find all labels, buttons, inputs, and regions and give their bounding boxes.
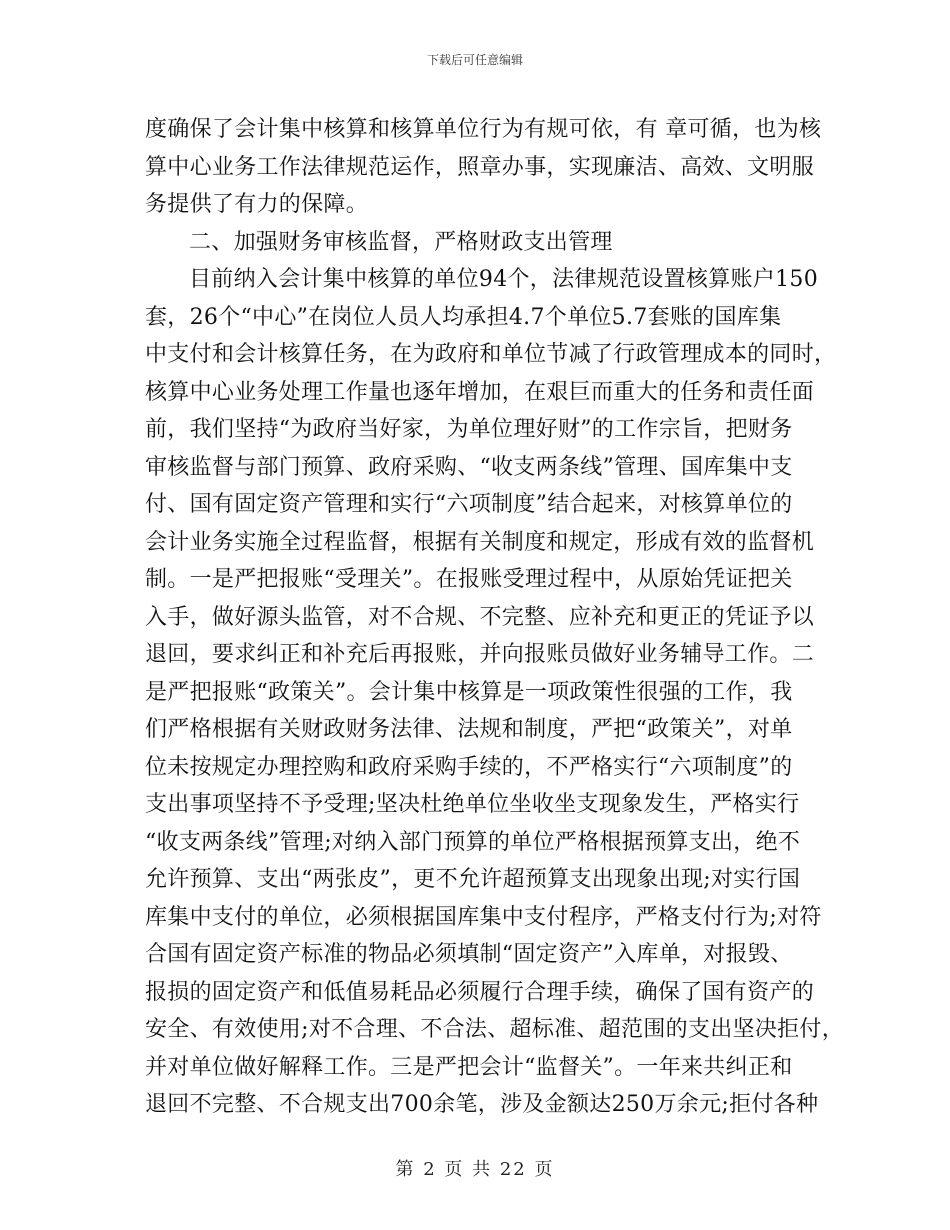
body-line: 度确保了会计集中核算和核算单位行为有规可依，有 章可循，也为核: [145, 117, 822, 142]
body-line: 务提供了有力的保障。: [145, 192, 369, 217]
body-line: 审核监督与部门预算、政府采购、“收支两条线”管理、国库集中支: [145, 454, 793, 480]
body-line: 核算中心业务处理工作量也逐年增加，在艰巨而重大的任务和责任面: [145, 379, 815, 405]
body-line: 入手，做好源头监管，对不合规、不完整、应补充和更正的凭证予以: [145, 604, 815, 630]
section-heading: 二、加强财务审核监督，严格财政支出管理: [189, 229, 613, 255]
body-line: 安全、有效使用;对不合理、不合法、超标准、超范围的支出坚决拒付，: [145, 1017, 845, 1042]
body-line: “收支两条线”管理;对纳入部门预算的单位严格根据预算支出，绝不: [145, 829, 801, 855]
body-line: 退回不完整、不合规支出700余笔，涉及金额达250万余元;拒付各种: [145, 1092, 819, 1117]
body-line: 中支付和会计核算任务，在为政府和单位节减了行政管理成本的同时，: [145, 342, 837, 367]
body-line: 们严格根据有关财政财务法律、法规和制度，严把“政策关”，对单: [145, 717, 793, 742]
body-line: 并对单位做好解释工作。三是严把会计“监督关”。一年来共纠正和: [145, 1054, 793, 1080]
body-line: 退回，要求纠正和补充后再报账，并向报账员做好业务辅导工作。二: [145, 642, 815, 667]
body-line: 合国有固定资产标准的物品必须填制“固定资产”入库单，对报毁、: [145, 942, 793, 967]
body-line: 制。一是严把报账“受理关”。在报账受理过程中，从原始凭证把关: [145, 567, 793, 592]
body-line: 算中心业务工作法律规范运作，照章办事，实现廉洁、高效、文明服: [145, 154, 815, 180]
body-line: 前，我们坚持“为政府当好家，为单位理好财”的工作宗旨，把财务: [145, 417, 793, 442]
body-line: 报损的固定资产和低值易耗品必须履行合理手续，确保了国有资产的: [145, 979, 815, 1005]
body-line: 支出事项坚持不予受理;坚决杜绝单位坐收坐支现象发生，严格实行: [145, 792, 800, 817]
body-line: 是严把报账“政策关”。会计集中核算是一项政策性很强的工作，我: [145, 679, 793, 705]
page-header: 下载后可任意编辑: [426, 53, 523, 67]
body-line: 库集中支付的单位，必须根据国库集中支付程序，严格支付行为;对符: [145, 904, 822, 930]
paragraph-first-line: 目前纳入会计集中核算的单位94个，法律规范设置核算账户150: [189, 267, 818, 292]
document-body: [145, 111, 845, 1124]
body-line: 付、国有固定资产管理和实行“六项制度”结合起来，对核算单位的: [145, 492, 793, 517]
page-number-footer: 第 2 页 共 22 页: [395, 1159, 555, 1180]
body-line: 套，26个“中心”在岗位人员人均承担4.7个单位5.7套账的国库集: [145, 304, 782, 330]
body-line: 位未按规定办理控购和政府采购手续的，不严格实行“六项制度”的: [145, 754, 793, 780]
body-line: 允许预算、支出“两张皮”，更不允许超预算支出现象出现;对实行国: [145, 867, 801, 892]
body-line: 会计业务实施全过程监督，根据有关制度和规定，形成有效的监督机: [145, 529, 815, 555]
